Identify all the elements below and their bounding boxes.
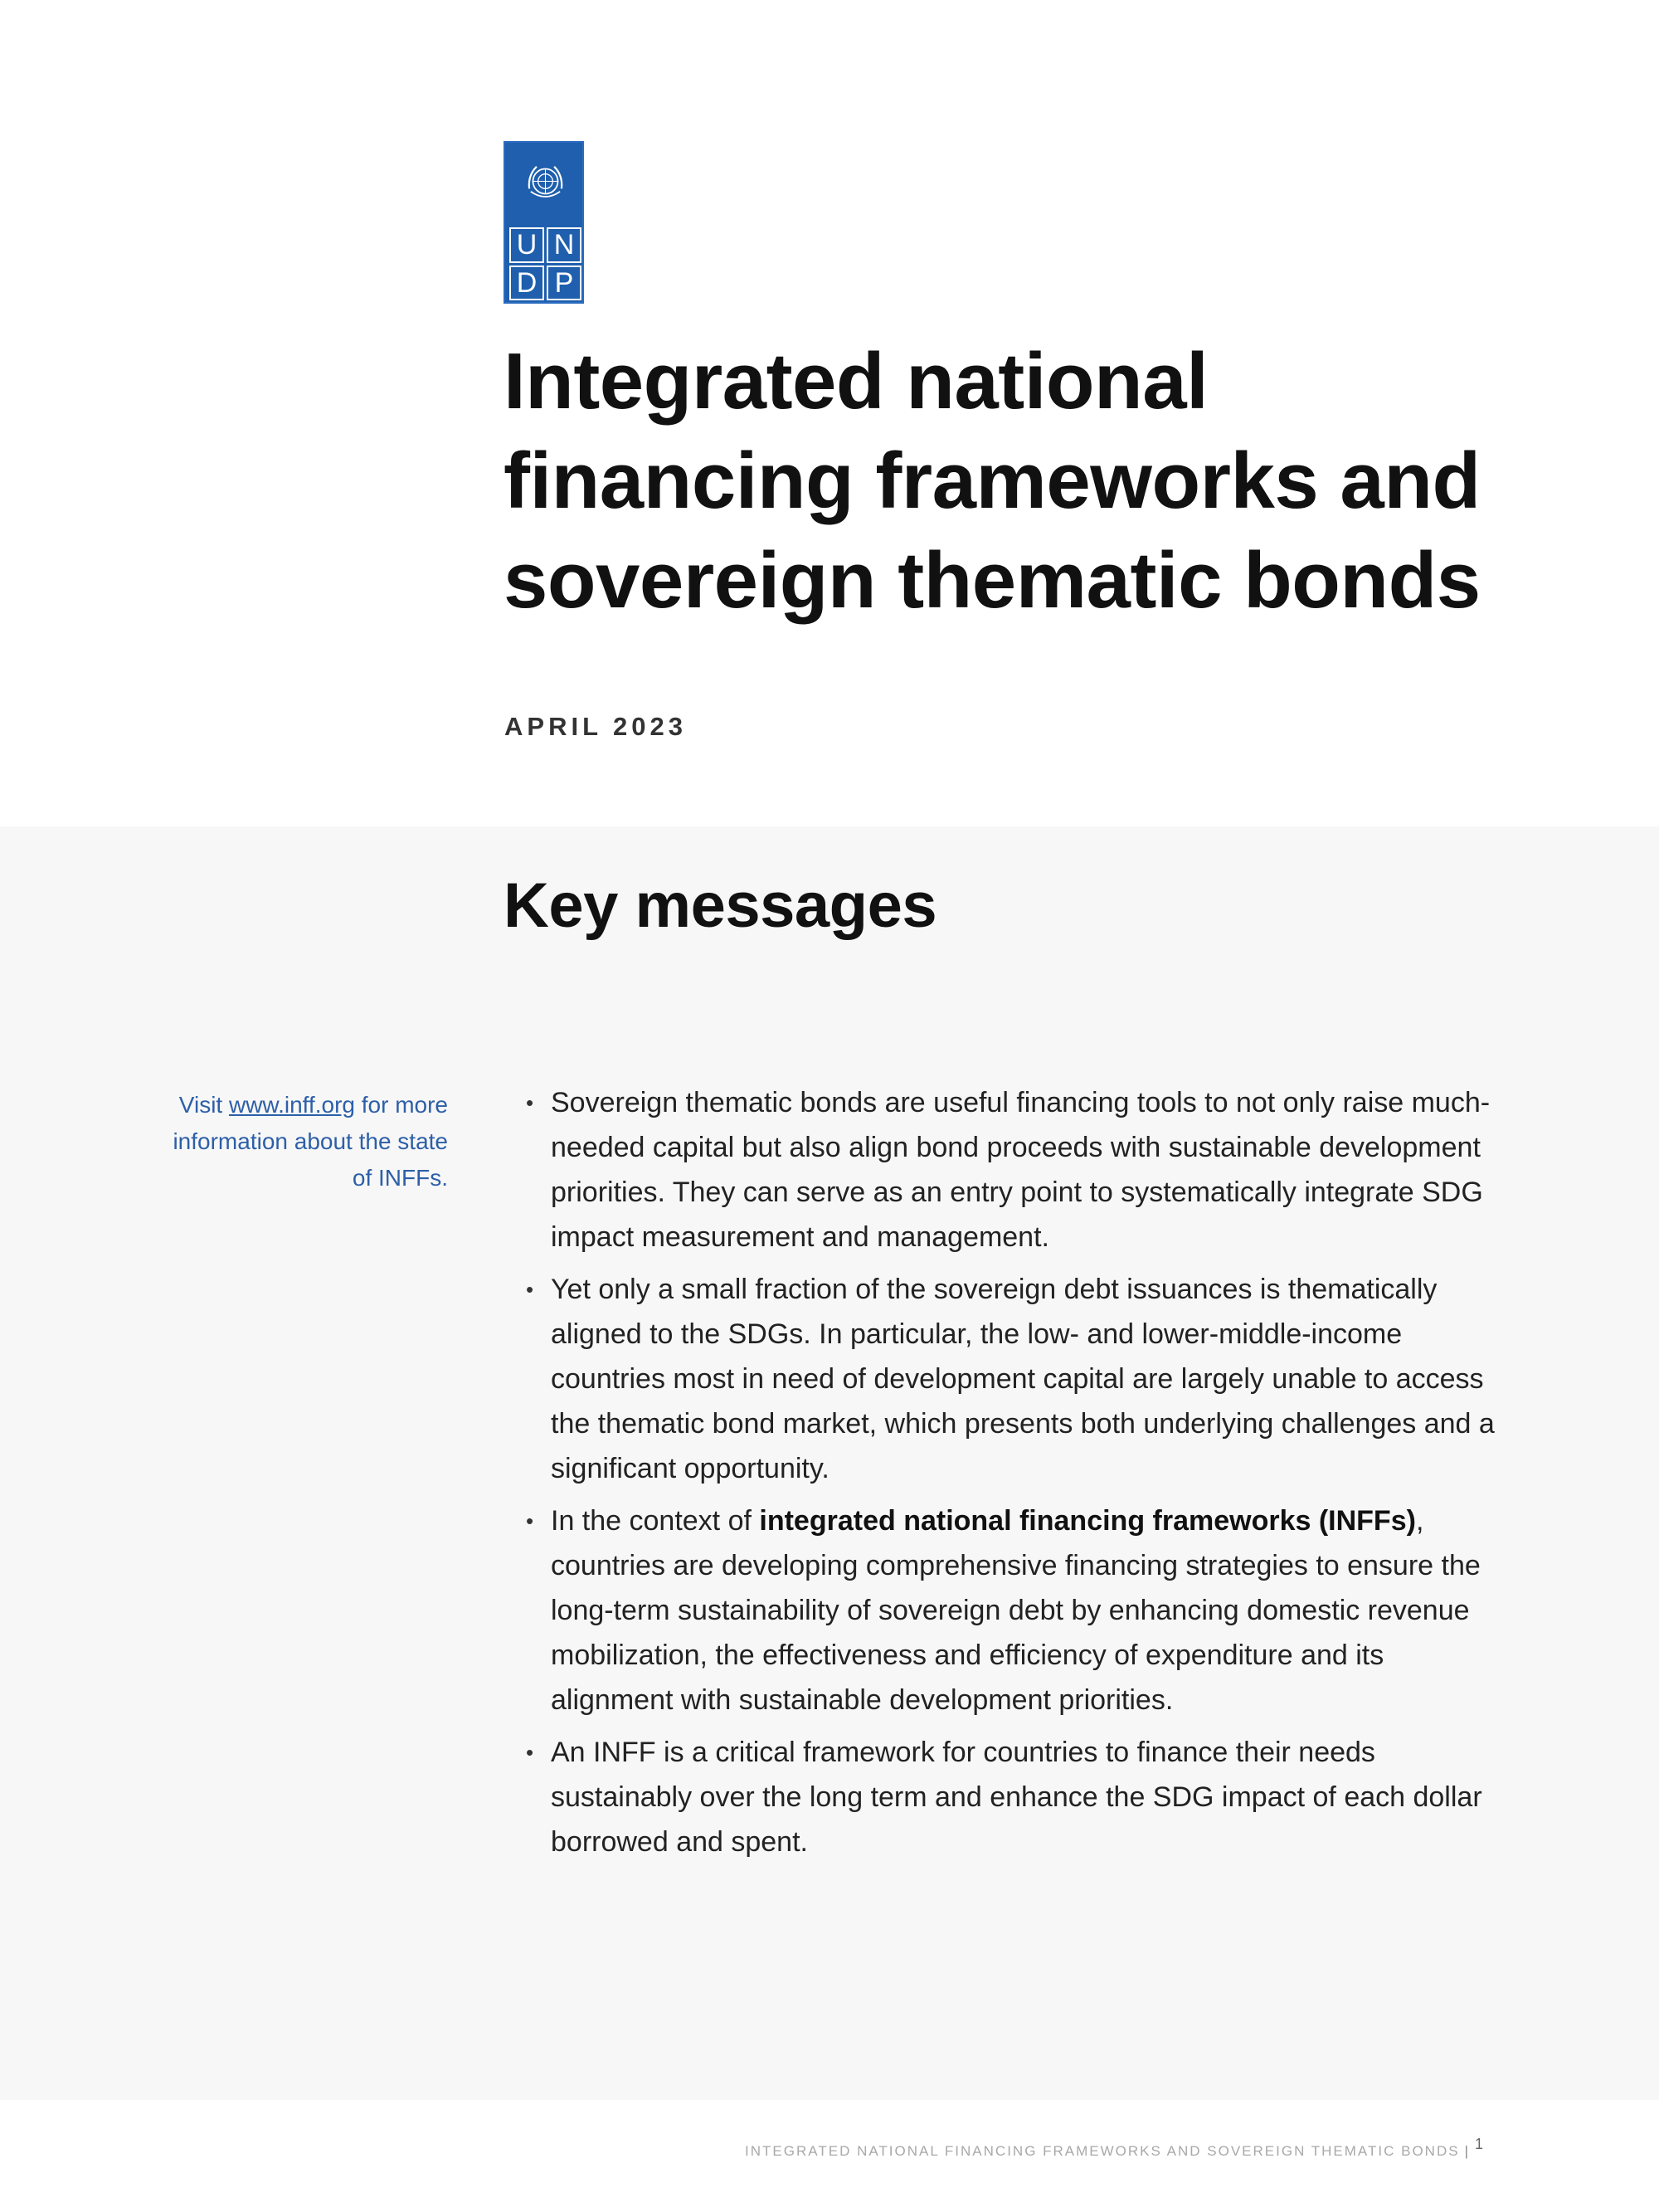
bullet-text: Sovereign thematic bonds are useful financing tools to not only raise much-needed capital but also align bond proceeds with sustainable development priorities. They can serve as an entry point to systematically integrate SDG impact measurement and management.: [551, 1087, 1491, 1253]
logo-letter-u: U: [509, 227, 544, 263]
running-title: INTEGRATED NATIONAL FINANCING FRAMEWORKS AND SOVEREIGN THEMATIC BONDS: [745, 2143, 1460, 2159]
page-footer: [745, 2136, 1485, 2160]
bullet-text: In the context of: [551, 1505, 760, 1537]
list-item: [526, 1498, 1513, 1722]
sidenote: [149, 1087, 448, 1196]
publication-date: APRIL 2023: [504, 712, 688, 741]
bullet-text: An INFF is a critical framework for countries to finance their needs sustainably over the long term and enhance the SDG impact of each dollar borrowed and spent.: [551, 1737, 1482, 1858]
undp-letters: [509, 227, 581, 300]
logo-letter-d: D: [509, 266, 544, 301]
logo-letter-n: N: [547, 227, 581, 263]
key-messages-list: [526, 1080, 1513, 1872]
key-messages-heading: Key messages: [504, 870, 937, 941]
bullet-text: Yet only a small fraction of the sovereign debt issuances is thematically aligned to the SDGs. In particular, the low- and lower-middle-income countries most in need of development capital are largely unable to access the thematic bond market, which presents both underlying challenges and a significant opportunity.: [551, 1274, 1495, 1484]
document-title: Integrated national financing frameworks and sovereign thematic bonds: [504, 337, 1481, 625]
bullet-text-end: , countries are developing comprehensive financing strategies to ensure the long-term sustainability of sovereign debt by enhancing domestic revenue mobilization, the effectiveness and efficiency of expenditure and its alignment with sustainable development priorities.: [551, 1505, 1481, 1716]
page-number: 1: [1474, 2136, 1485, 2152]
bullet-bold-text: integrated national financing frameworks (INFFs): [759, 1505, 1416, 1537]
inff-website-link[interactable]: www.inff.org: [228, 1092, 355, 1118]
sidenote-suffix: for more information about the state of INFFs.: [173, 1092, 448, 1191]
list-item: [526, 1730, 1513, 1864]
un-emblem-icon: [523, 159, 567, 203]
logo-letter-p: P: [547, 266, 581, 301]
sidenote-prefix: Visit: [178, 1092, 229, 1118]
list-item: [526, 1080, 1513, 1259]
footer-separator: |: [1464, 2143, 1470, 2159]
list-item: [526, 1267, 1513, 1491]
undp-logo: [504, 141, 584, 304]
